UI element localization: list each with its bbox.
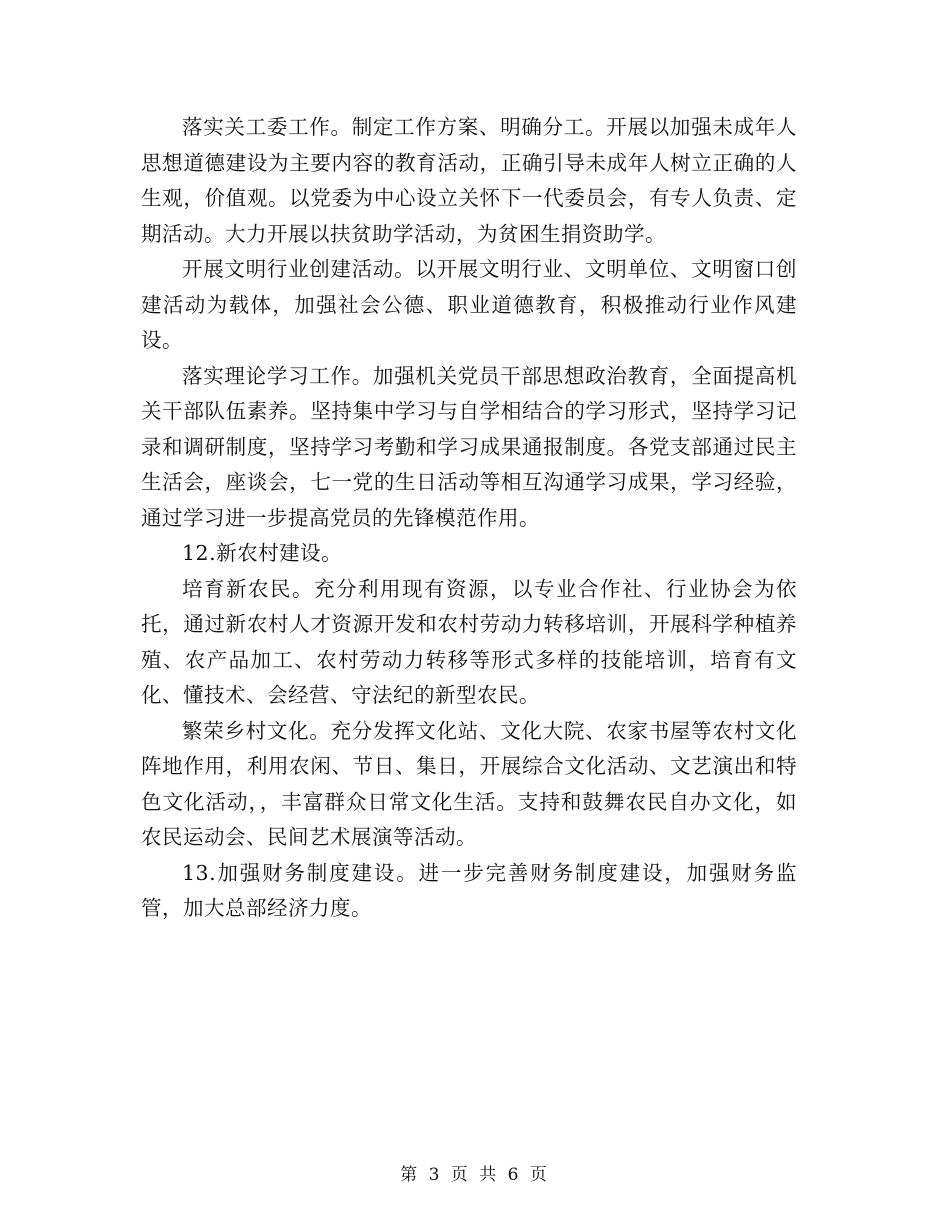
page-footer [0, 1160, 950, 1185]
page-number: 第 3 页 共 6 页 [400, 1165, 550, 1185]
document-body [141, 110, 797, 927]
paragraph-civilized-industry: 开展文明行业创建活动。以开展文明行业、文明单位、文明窗口创建活动为载体，加强社会公德、职业道德教育，积极推动行业作风建设。 [141, 257, 797, 352]
section-heading-new-rural: 12.新农村建设。 [182, 541, 343, 565]
paragraph-finance-system: 13.加强财务制度建设。进一步完善财务制度建设，加强财务监管，加大总部经济力度。 [141, 860, 797, 920]
paragraph-guan-gong-wei: 落实关工委工作。制定工作方案、明确分工。开展以加强未成年人思想道德建设为主要内容的教育活动，正确引导未成年人树立正确的人生观，价值观。以党委为中心设立关怀下一代委员会，有专人负责、定期活动。大力开展以扶贫助学活动，为贫困生捐资助学。 [141, 115, 797, 246]
paragraph-theory-study: 落实理论学习工作。加强机关党员干部思想政治教育，全面提高机关干部队伍素养。坚持集中学习与自学相结合的学习形式，坚持学习记录和调研制度，坚持学习考勤和学习成果通报制度。各党支部通过民主生活会，座谈会，七一党的生日活动等相互沟通学习成果，学习经验，通过学习进一步提高党员的先锋模范作用。 [141, 363, 797, 530]
paragraph-new-farmers: 培育新农民。充分利用现有资源，以专业合作社、行业协会为依托，通过新农村人才资源开发和农村劳动力转移培训，开展科学种植养殖、农产品加工、农村劳动力转移等形式多样的技能培训，培育有文化、懂技术、会经营、守法纪的新型农民。 [141, 576, 797, 707]
paragraph-rural-culture: 繁荣乡村文化。充分发挥文化站、文化大院、农家书屋等农村文化阵地作用，利用农闲、节日、集日，开展综合文化活动、文艺演出和特色文化活动，，丰富群众日常文化生活。支持和鼓舞农民自办文化，如农民运动会、民间艺术展演等活动。 [141, 718, 797, 849]
